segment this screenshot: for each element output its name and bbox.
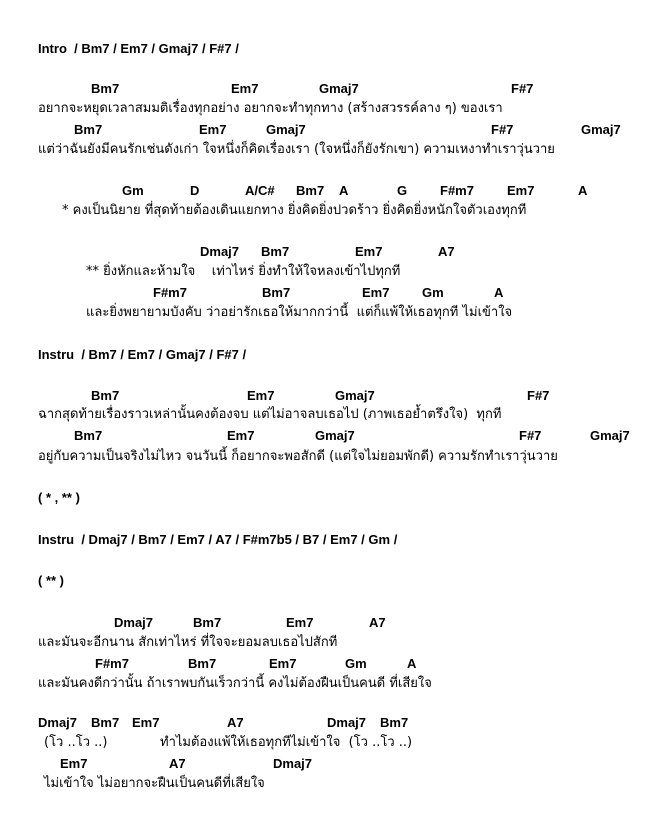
chord-text: D xyxy=(190,183,200,198)
lyric-text: แต่ว่าฉันยังมีคนรักเช่นดังเก่า ใจหนึ่งก็คิดเรื่องเรา (ใจหนึ่งก็ยังรักเขา) ความเหงาทำเราวุ่นวาย xyxy=(38,142,555,157)
chord-text: Em7 xyxy=(60,756,88,771)
chord-text: F#m7 xyxy=(95,656,129,671)
lyric-text: ** ยิ่งหักและห้ามใจ เท่าไหร่ ยิ่งทำให้ใจหลงเข้าไปทุกที xyxy=(86,264,401,279)
chord-text: A xyxy=(339,183,349,198)
chord-text: Bm7 xyxy=(193,615,222,630)
chord-text: Dmaj7 xyxy=(38,715,78,730)
chord-text: Bm7 xyxy=(296,183,325,198)
chord-text: Bm7 xyxy=(74,428,103,443)
chord-text: ( ** ) xyxy=(38,573,64,588)
lyric-text: ทำไมต้องแพ้ให้เธอทุกทีไม่เข้าใจ (โว ..โว ..) xyxy=(160,735,413,750)
chord-text: F#m7 xyxy=(153,285,187,300)
chord-text: F#7 xyxy=(491,122,514,137)
chord-text: A7 xyxy=(438,244,455,259)
chord-text: A xyxy=(578,183,588,198)
chord-text: F#m7 xyxy=(440,183,474,198)
chord-text: Gmaj7 xyxy=(335,388,375,403)
chord-text: Bm7 xyxy=(261,244,290,259)
chord-text: F#7 xyxy=(519,428,542,443)
chord-text: A xyxy=(494,285,504,300)
chord-text: F#7 xyxy=(511,81,534,96)
lyric-text: และมันจะอีกนาน สักเท่าไหร่ ที่ใจจะยอมลบเธอไปสักที xyxy=(38,635,338,650)
lyric-text: อยู่กับความเป็นจริงไม่ไหว จนวันนี้ ก็อยากจะพอสักดี (แต่ใจไม่ยอมพักดี) ความรักทำเราวุ่นวาย xyxy=(38,449,558,464)
chord-text: Bm7 xyxy=(74,122,103,137)
chord-text: Gmaj7 xyxy=(581,122,621,137)
chord-text: Dmaj7 xyxy=(273,756,313,771)
chord-text: Gm xyxy=(422,285,444,300)
lyric-text: ไม่เข้าใจ ไม่อยากจะฝืนเป็นคนดีที่เสียใจ xyxy=(44,776,265,791)
chord-text: Bm7 xyxy=(262,285,291,300)
chord-text: Gm xyxy=(345,656,367,671)
chord-text: Instru / Bm7 / Em7 / Gmaj7 / F#7 / xyxy=(38,347,247,362)
chord-text: Em7 xyxy=(355,244,383,259)
chord-text: A7 xyxy=(227,715,244,730)
chord-text: Em7 xyxy=(132,715,160,730)
chord-text: A7 xyxy=(169,756,186,771)
lyric-text: อยากจะหยุดเวลาสมมติเรื่องทุกอย่าง อยากจะทำทุกทาง (สร้างสวรรค์ลาง ๆ) ของเรา xyxy=(38,101,503,116)
chord-text: Em7 xyxy=(269,656,297,671)
chord-text: Bm7 xyxy=(91,715,120,730)
lyric-text: และยิ่งพยายามบังคับ ว่าอย่ารักเธอให้มากกว่านี้ แต่ก็แพ้ให้เธอทุกที ไม่เข้าใจ xyxy=(86,305,513,320)
chord-text: Intro / Bm7 / Em7 / Gmaj7 / F#7 / xyxy=(38,41,239,56)
chord-text: Em7 xyxy=(227,428,255,443)
chord-text: Bm7 xyxy=(188,656,217,671)
chord-text: Gmaj7 xyxy=(315,428,355,443)
chord-text: G xyxy=(397,183,408,198)
chord-text: Instru / Dmaj7 / Bm7 / Em7 / A7 / F#m7b5 / B7 / Em7 / Gm / xyxy=(38,532,398,547)
chord-text: A/C# xyxy=(245,183,275,198)
lyric-text: (โว ..โว ..) xyxy=(44,735,108,750)
chord-text: Em7 xyxy=(199,122,227,137)
chord-text: Dmaj7 xyxy=(200,244,240,259)
chord-text: A7 xyxy=(369,615,386,630)
chord-text: F#7 xyxy=(527,388,550,403)
chord-text: ( * , ** ) xyxy=(38,490,80,505)
chord-text: Bm7 xyxy=(380,715,409,730)
chord-text: A xyxy=(407,656,417,671)
chord-text: Dmaj7 xyxy=(327,715,367,730)
chord-text: Em7 xyxy=(507,183,535,198)
chord-text: Em7 xyxy=(286,615,314,630)
chord-text: Gmaj7 xyxy=(266,122,306,137)
chord-text: Bm7 xyxy=(91,81,120,96)
chord-text: Bm7 xyxy=(91,388,120,403)
lyric-text: ฉากสุดท้ายเรื่องราวเหล่านั้นคงต้องจบ แต่ไม่อาจลบเธอไป (ภาพเธอย้ำตรึงใจ) ทุกที xyxy=(38,407,502,422)
chord-text: Gmaj7 xyxy=(590,428,630,443)
chord-text: Em7 xyxy=(231,81,259,96)
chord-text: Gm xyxy=(122,183,144,198)
lyric-text: * คงเป็นนิยาย ที่สุดท้ายต้องเดินแยกทาง ยิ่งคิดยิ่งปวดร้าว ยิ่งคิดยิ่งหนักใจตัวเองทุกที xyxy=(62,203,527,218)
chord-text: Em7 xyxy=(247,388,275,403)
chord-text: Gmaj7 xyxy=(319,81,359,96)
chord-text: Em7 xyxy=(362,285,390,300)
chord-text: Dmaj7 xyxy=(114,615,154,630)
lyric-text: และมันคงดีกว่านั้น ถ้าเราพบกันเร็วกว่านี้ คงไม่ต้องฝืนเป็นคนดี ที่เสียใจ xyxy=(38,676,432,691)
